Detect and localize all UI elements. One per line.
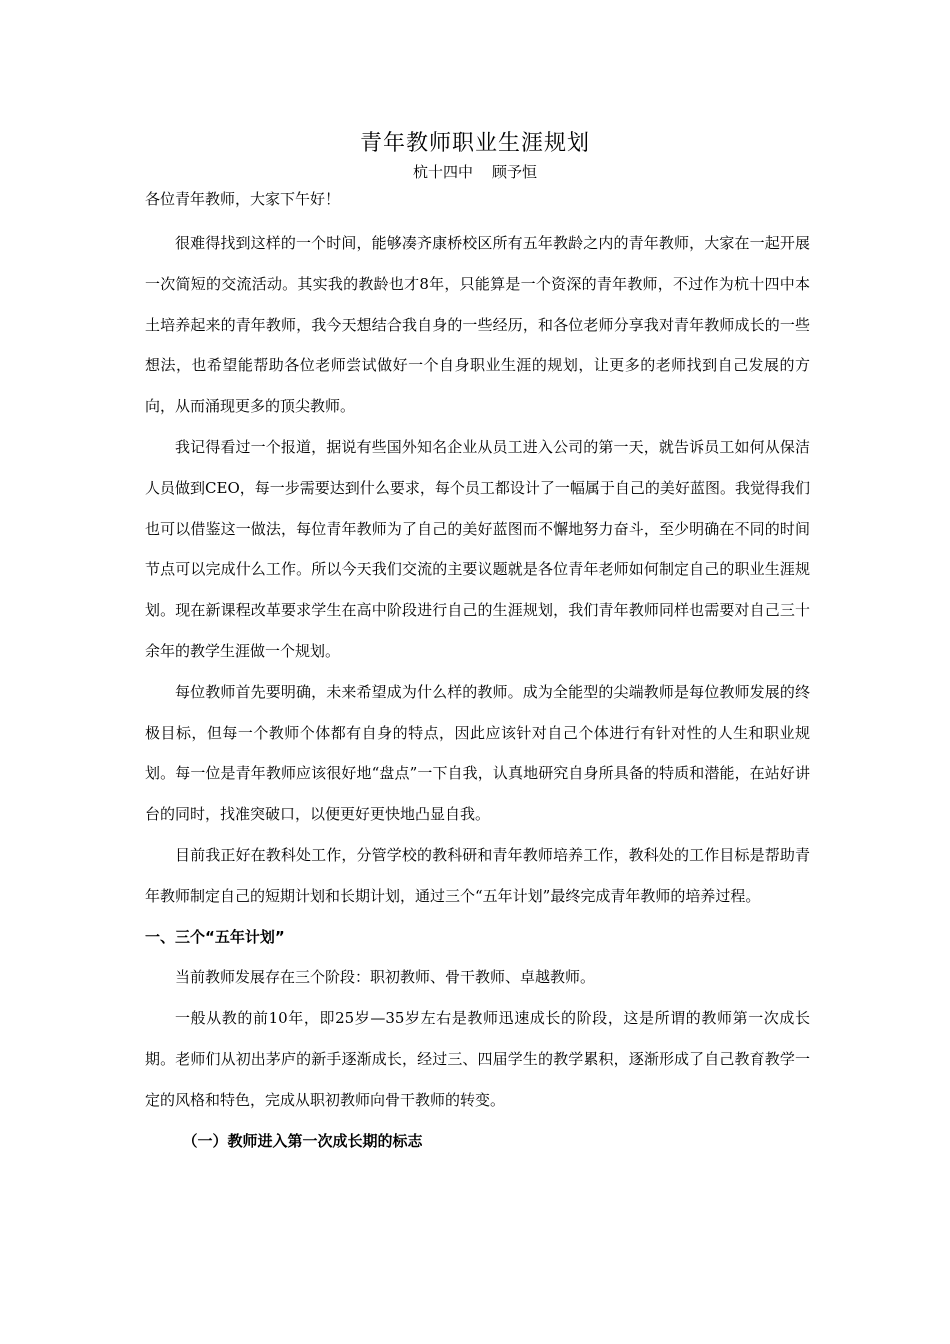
document-title: 青年教师职业生涯规划 [359,131,590,156]
author-name: 顾予恒 [492,163,538,181]
paragraph: 目前我正好在教科处工作，分管学校的教科研和青年教师培养工作，教科处的工作目标是帮助青年教师制定自己的短期计划和长期计划，通过三个“五年计划”最终完成青年教师的培养过程。 [145,845,810,905]
school-name: 杭十四中 [412,163,473,181]
paragraph: 很难得找到这样的一个时间，能够凑齐康桥校区所有五年教龄之内的青年教师，大家在一起开展一次简短的交流活动。其实我的教龄也才8年，只能算是一个资深的青年教师，不过作为杭十四中本土培养起来的青年教师，我今天想结合我自身的一些经历，和各位老师分享我对青年教师成长的一些想法，也希望能帮助各位老师尝试做好一个自身职业生涯的规划，让更多的老师找到自己发展的方向，从而涌现更多的顶尖教师。 [145,234,810,416]
paragraph: 当前教师发展存在三个阶段：职初教师、骨干教师、卓越教师。 [175,968,596,987]
author-line [0,161,950,183]
paragraph: 一般从教的前10年，即25岁—35岁左右是教师迅速成长的阶段，这是所谓的教师第一次成长期。老师们从初出茅庐的新手逐渐成长，经过三、四届学生的教学累积，逐渐形成了自己教育教学一定的风格和特色，完成从职初教师向骨干教师的转变。 [145,1009,810,1109]
subsection-heading: （一）教师进入第一次成长期的标志 [182,1131,423,1150]
greeting: 各位青年教师，大家下午好！ [145,190,341,208]
document-body [145,223,810,1161]
paragraph: 我记得看过一个报道，据说有些国外知名企业从员工进入公司的第一天，就告诉员工如何从保洁人员做到CEO，每一步需要达到什么要求，每个员工都设计了一幅属于自己的美好蓝图。我觉得我们也可以借鉴这一做法，每位青年教师为了自己的美好蓝图而不懈地努力奋斗，至少明确在不同的时间节点可以完成什么工作。所以今天我们交流的主要议题就是各位青年老师如何制定自己的职业生涯规划。现在新课程改革要求学生在高中阶段进行自己的生涯规划，我们青年教师同样也需要对自己三十余年的教学生涯做一个规划。 [145,437,810,660]
paragraph: 每位教师首先要明确，未来希望成为什么样的教师。成为全能型的尖端教师是每位教师发展的终极目标，但每一个教师个体都有自身的特点，因此应该针对自己个体进行有针对性的人生和职业规划。每一位是青年教师应该很好地“盘点”一下自我，认真地研究自身所具备的特质和潜能，在站好讲台的同时，找准突破口，以便更好更快地凸显自我。 [145,682,810,824]
section-heading: 一、三个“五年计划” [145,927,285,946]
